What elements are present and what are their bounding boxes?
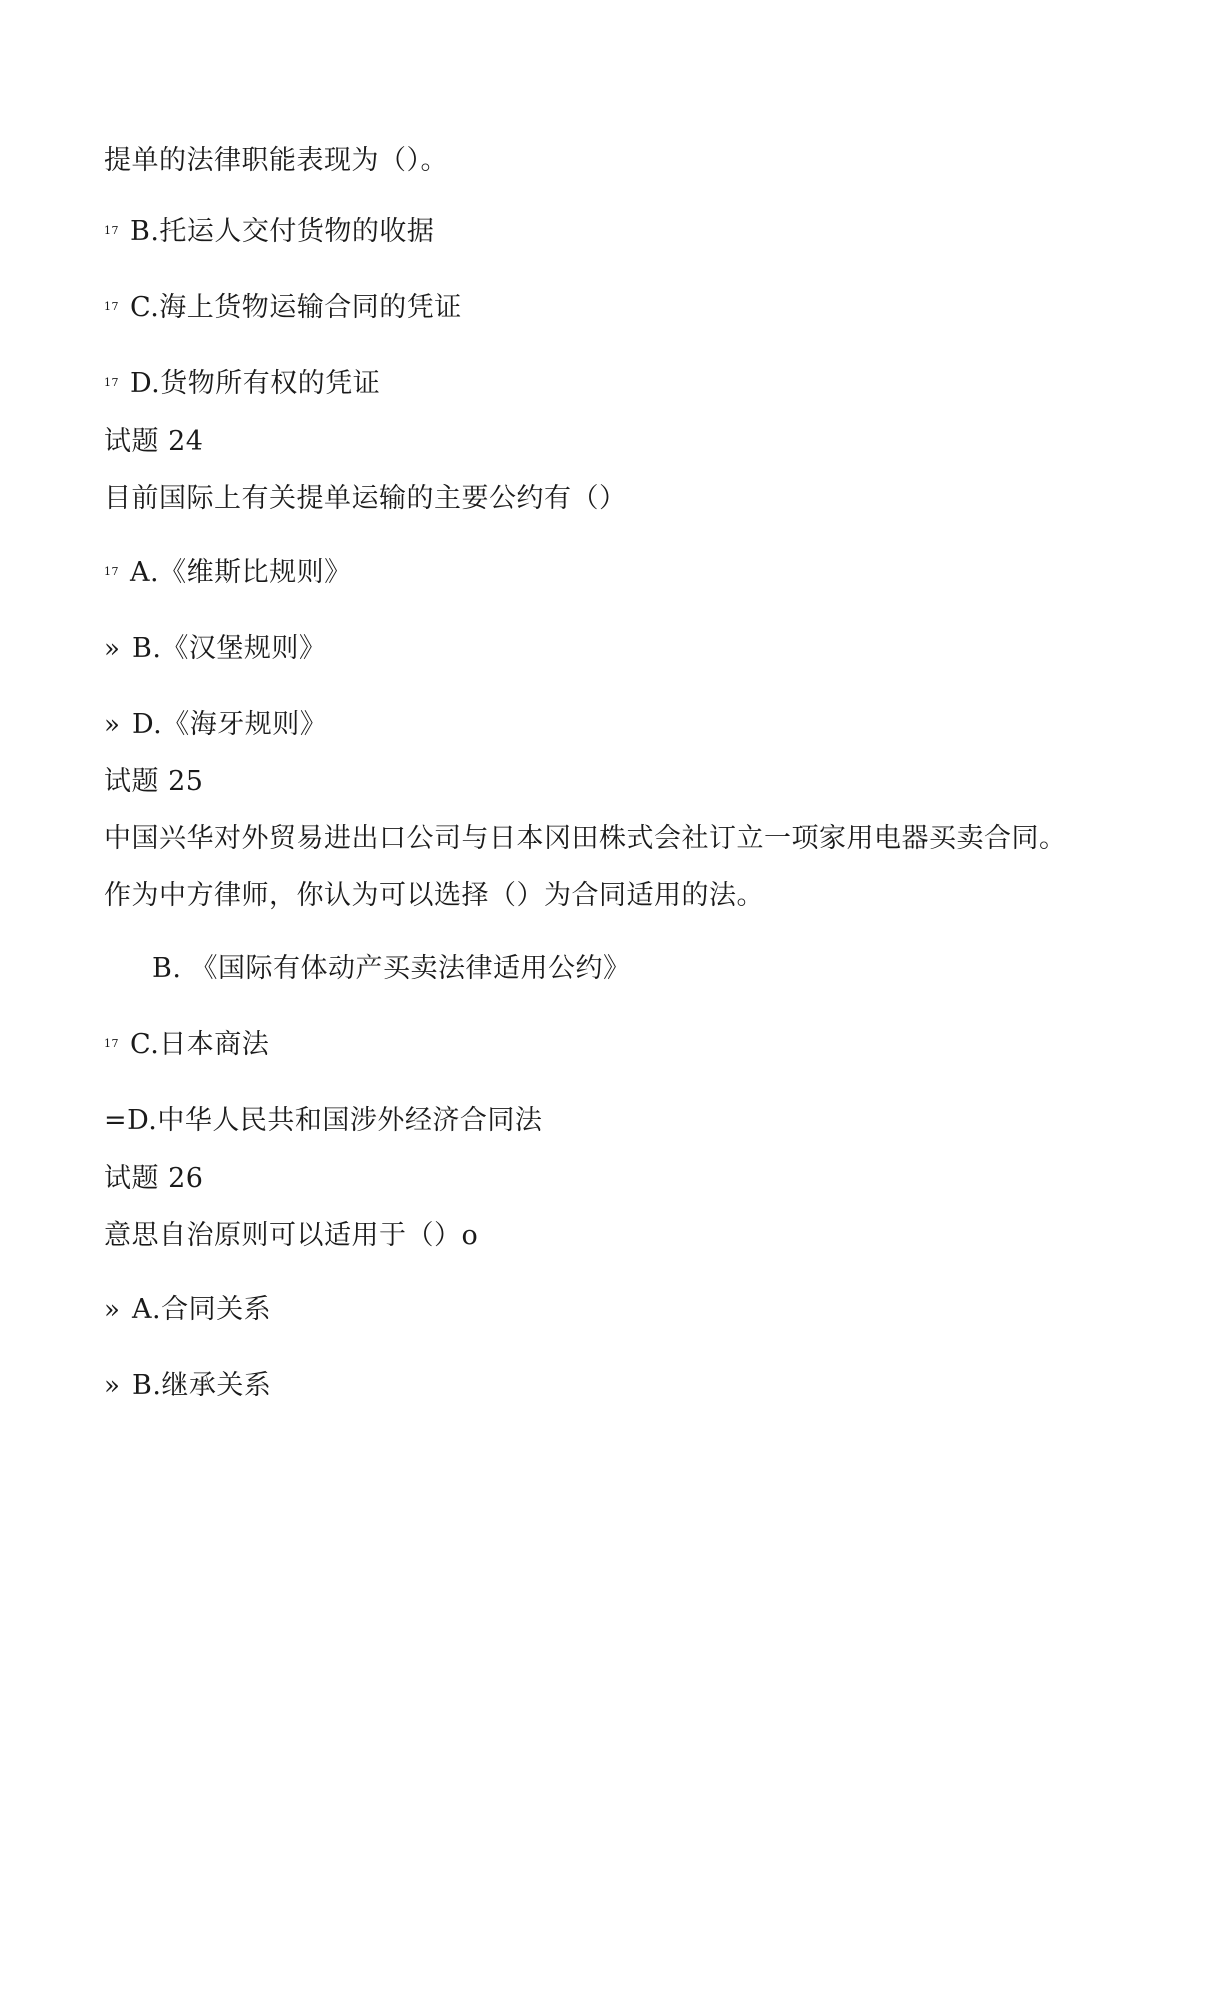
question-26-option-b[interactable] [104,1368,271,1404]
option-text: B. 《国际有体动产买卖法律适用公约》 [152,953,631,984]
question-23-option-d[interactable] [104,366,380,403]
option-marker: » [104,710,121,740]
question-26-option-a[interactable] [104,1292,271,1328]
question-24-option-a[interactable] [104,555,352,592]
option-marker: = [104,1105,128,1136]
option-marker: 17 [104,375,119,389]
question-24-option-b[interactable] [104,631,326,667]
option-marker: 17 [104,299,119,313]
option-text: B.《汉堡规则》 [132,633,327,664]
question-23-option-b[interactable] [104,214,434,251]
question-25-option-b[interactable] [152,951,631,987]
option-text: B.托运人交付货物的收据 [130,216,435,247]
question-24-option-d[interactable] [104,707,327,743]
question-25-heading: 试题 25 [104,766,204,797]
option-text: A.合同关系 [132,1294,272,1325]
question-26-stem: 意思自治原则可以适用于（）o [104,1220,479,1251]
question-25-stem-line2: 作为中方律师，你认为可以选择（）为合同适用的法。 [104,880,764,911]
option-text: D.《海牙规则》 [132,709,328,740]
question-25-option-d[interactable] [104,1103,542,1139]
question-24-heading: 试题 24 [104,426,204,457]
option-marker: 17 [104,223,119,237]
question-24-stem: 目前国际上有关提单运输的主要公约有（） [104,483,627,514]
option-text: D.货物所有权的凭证 [130,368,381,399]
question-23-stem: 提单的法律职能表现为（）。 [104,145,448,176]
question-25-option-c[interactable] [104,1027,269,1064]
option-text: B.继承关系 [132,1370,272,1401]
option-text: D.中华人民共和国涉外经济合同法 [127,1105,543,1136]
option-text: C.日本商法 [130,1029,270,1060]
option-text: A.《维斯比规则》 [130,557,352,588]
option-marker: 17 [104,1036,119,1050]
option-marker: 17 [104,564,119,578]
option-marker: » [104,1371,121,1401]
question-23-option-c[interactable] [104,290,462,327]
option-marker: » [104,634,121,664]
option-marker: » [104,1295,121,1325]
option-text: C.海上货物运输合同的凭证 [130,292,462,323]
question-25-stem-line1: 中国兴华对外贸易进出口公司与日本冈田株式会社订立一项家用电器买卖合同。 [104,823,1067,854]
question-26-heading: 试题 26 [104,1163,204,1194]
